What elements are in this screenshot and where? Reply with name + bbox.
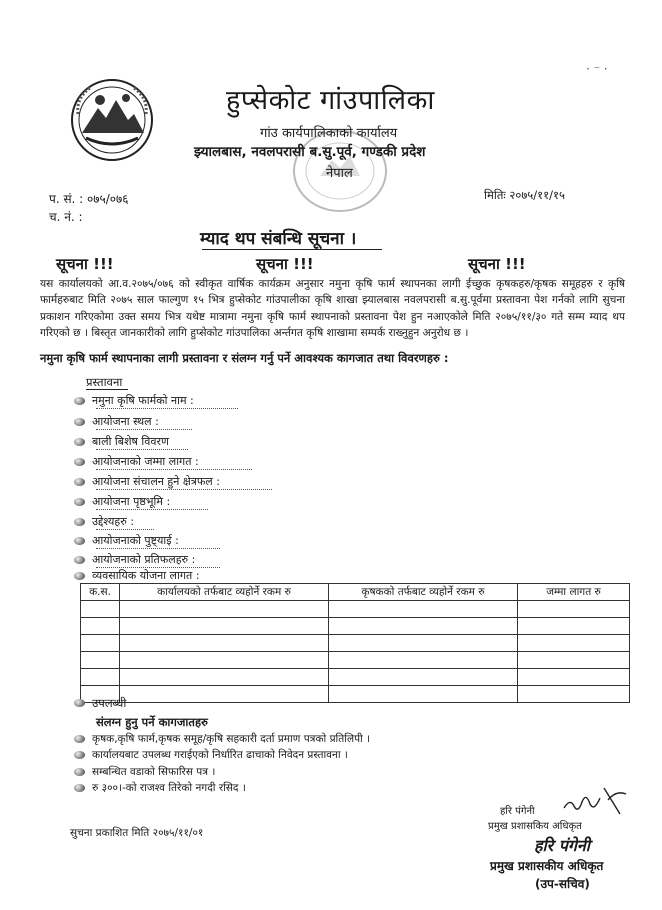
proposal-item — [74, 494, 170, 510]
item-underline — [96, 449, 188, 450]
org-name: हुप्सेकोट गांउपालिका — [226, 85, 435, 116]
bullet-icon — [74, 767, 87, 777]
table-cell — [329, 669, 518, 686]
requirements-heading: नमुना कृषि फार्म स्थापनाका लागी प्रस्तावना र संलग्न गर्नु पर्ने आवश्यक कागजात तथा विवरणहरु : — [40, 351, 449, 365]
table-cell — [518, 652, 630, 669]
column-header: कृषकको तर्फबाट व्यहोर्ने रकम रु — [329, 584, 518, 601]
bullet-icon — [74, 417, 87, 427]
notice-subject: म्याद थप संबन्धि सूचना । — [200, 229, 357, 249]
item-underline — [96, 469, 252, 470]
document-label: कार्यालयबाट उपलब्ध गराईएको निर्धारित ढाचाको निवेदन प्रस्तावना । — [92, 749, 348, 761]
signatory-subtitle: (उप-सचिव) — [535, 877, 590, 891]
bullet-icon — [74, 555, 87, 565]
document-item — [74, 780, 246, 796]
bullet-icon — [74, 698, 87, 708]
proposal-item-label: आयोजनाको जम्मा लागत : — [92, 455, 199, 468]
table-row — [81, 635, 630, 652]
table-cell — [81, 635, 120, 652]
signatory-name: हरि पंगेनी — [534, 836, 590, 855]
table-cell — [329, 618, 518, 635]
item-underline — [96, 408, 238, 409]
proposal-item-label: आयोजनाको प्रतिफलहरु : — [92, 553, 196, 566]
proposal-item-label: नमुना कृषि फार्मको नाम : — [92, 394, 194, 407]
table-row — [81, 652, 630, 669]
table-cell — [81, 618, 120, 635]
bullet-icon — [74, 477, 87, 487]
letter-date: मितिः २०७५/११/१५ — [484, 188, 565, 202]
published-date: सुचना प्रकाशित मिति २०७५/११/०१ — [70, 827, 204, 839]
handwritten-signature — [560, 780, 630, 820]
item-underline — [96, 529, 154, 530]
proposal-item-label: उद्देश्यहरु : — [92, 515, 135, 528]
budget-table — [80, 583, 630, 703]
proposal-item — [74, 533, 179, 549]
notice-body: यस कार्यालयको आ.व.२०७५/०७६ को स्वीकृत वार्षिक कार्यक्रम अनुसार नमुना कृषि फार्म स्थापनका लागी ईच्छुक कृषकहरु/कृषक समूहहरु र कृषि फार्महरुबाट मिति २०७५ साल फाल्गुण १५ भित्र हुप्सेकोट गांउपालीका कृषि शाखा झ्यालबास नवलपरासी ब.सु.पूर्वमा प्रस्तावना पेश गर्नको लागि सुचना प्रकाशन गरिएकोमा उक्त समय भित्र यथेष्ट मात्रामा नमुना कृषि फार्म स्थापनाको प्रस्तावना पेश हुन नआएकोले मिति २०७५/११/३० गते सम्म म्याद थप गरिएको छ । बिस्तृत जानकारीको लागि हुप्सेकोट गांउपालिका अर्न्तगत कृषि शाखामा सम्पर्क राख्नुहुन अनुरोध छ । — [40, 278, 625, 340]
table-cell — [120, 652, 329, 669]
table-cell — [81, 601, 120, 618]
document-item — [74, 747, 348, 763]
proposal-item — [74, 434, 169, 450]
dispatch-number: च. नं. : — [49, 210, 83, 224]
table-cell — [518, 635, 630, 652]
item-underline — [96, 429, 192, 430]
proposal-item-label: बाली बिशेष विवरण — [92, 435, 169, 448]
proposal-item — [74, 552, 195, 568]
bullet-icon — [74, 497, 87, 507]
documents-heading: संलग्न हुनु पर्ने कागजातहरु — [96, 715, 208, 729]
bullet-icon — [74, 734, 87, 744]
table-cell — [81, 652, 120, 669]
proposal-item — [74, 393, 194, 409]
notice-word: सूचना !!! — [468, 255, 526, 273]
table-row — [81, 669, 630, 686]
proposal-item — [74, 454, 199, 470]
bullet-icon — [74, 457, 87, 467]
item-underline — [96, 489, 272, 490]
bullet-icon — [74, 517, 87, 527]
table-header-row — [81, 584, 630, 601]
table-cell — [329, 652, 518, 669]
bullet-icon — [74, 750, 87, 760]
item-underline — [96, 548, 220, 549]
table-cell — [120, 635, 329, 652]
proposal-item-label: आयोजनाको पुष्ट्याई : — [92, 534, 179, 547]
office-address: झ्यालबास, नवलपरासी ब.सु.पूर्व, गण्डकी प्रदेश — [194, 144, 426, 160]
table-cell — [518, 618, 630, 635]
bullet-icon — [74, 783, 87, 793]
document-label: सम्बन्धित वडाको सिफारिस पत्र । — [92, 766, 216, 778]
notice-word: सूचना !!! — [256, 255, 314, 273]
proposal-item — [74, 514, 134, 530]
table-cell — [518, 686, 630, 703]
item-underline — [96, 509, 208, 510]
signatory-title: प्रमुख प्रशासकीय अधिकृत — [490, 859, 604, 873]
table-cell — [120, 686, 329, 703]
table-cell — [329, 635, 518, 652]
column-header: क.स. — [81, 584, 120, 601]
country-name: नेपाल — [326, 166, 353, 181]
municipality-seal-logo — [70, 78, 154, 162]
table-cell — [120, 601, 329, 618]
signatory-title-small: प्रमुख प्रशासकिय अधिकृत — [488, 821, 582, 832]
subject-underline — [202, 249, 382, 250]
table-cell — [81, 669, 120, 686]
table-row — [81, 686, 630, 703]
achievement-item — [74, 695, 126, 711]
achievement-label: उपलब्धी — [92, 696, 127, 710]
office-name: गांउ कार्यपालिकाको कार्यालय — [260, 126, 398, 141]
document-label: रु ३००।-को राजश्व तिरेको नगदी रसिद । — [92, 782, 246, 794]
table-cell — [518, 669, 630, 686]
bullet-icon — [74, 536, 87, 546]
document-item — [74, 731, 370, 747]
proposal-item-label: आयोजना स्थल : — [92, 415, 159, 428]
proposal-item — [74, 414, 159, 430]
column-header: जम्मा लागत रु — [518, 584, 630, 601]
bullet-icon — [74, 571, 87, 581]
notice-word: सूचना !!! — [56, 255, 114, 273]
column-header: कार्यालयको तर्फबाट व्यहोर्ने रकम रु — [120, 584, 329, 601]
proposal-item-label: आयोजना पृष्ठभूमि : — [92, 495, 171, 508]
document-label: कृषक,कृषि फार्म,कृषक समूह/कृषि सहकारी दर्ता प्रमाण पत्रको प्रतिलिपी । — [92, 733, 371, 745]
table-cell — [518, 601, 630, 618]
proposal-heading: प्रस्तावना — [86, 375, 123, 389]
scan-specks: · ⁻ · — [586, 62, 608, 76]
proposal-item-label: आयोजना संचालन हुने क्षेत्रफल : — [92, 475, 220, 488]
letter-number: प. सं. : ०७५/०७६ — [49, 192, 129, 206]
table-cell — [329, 601, 518, 618]
proposal-item — [74, 474, 220, 490]
signatory-name-small: हरि पंगेनी — [500, 806, 535, 817]
bullet-icon — [74, 396, 87, 406]
table-cell — [329, 686, 518, 703]
document-item — [74, 764, 215, 780]
table-row — [81, 601, 630, 618]
bullet-icon — [74, 437, 87, 447]
table-cell — [120, 618, 329, 635]
proposal-underline — [86, 389, 128, 390]
table-row — [81, 618, 630, 635]
proposal-item-label: व्यवसायिक योजना लागत : — [92, 569, 200, 582]
table-cell — [120, 669, 329, 686]
proposal-item — [74, 568, 200, 584]
